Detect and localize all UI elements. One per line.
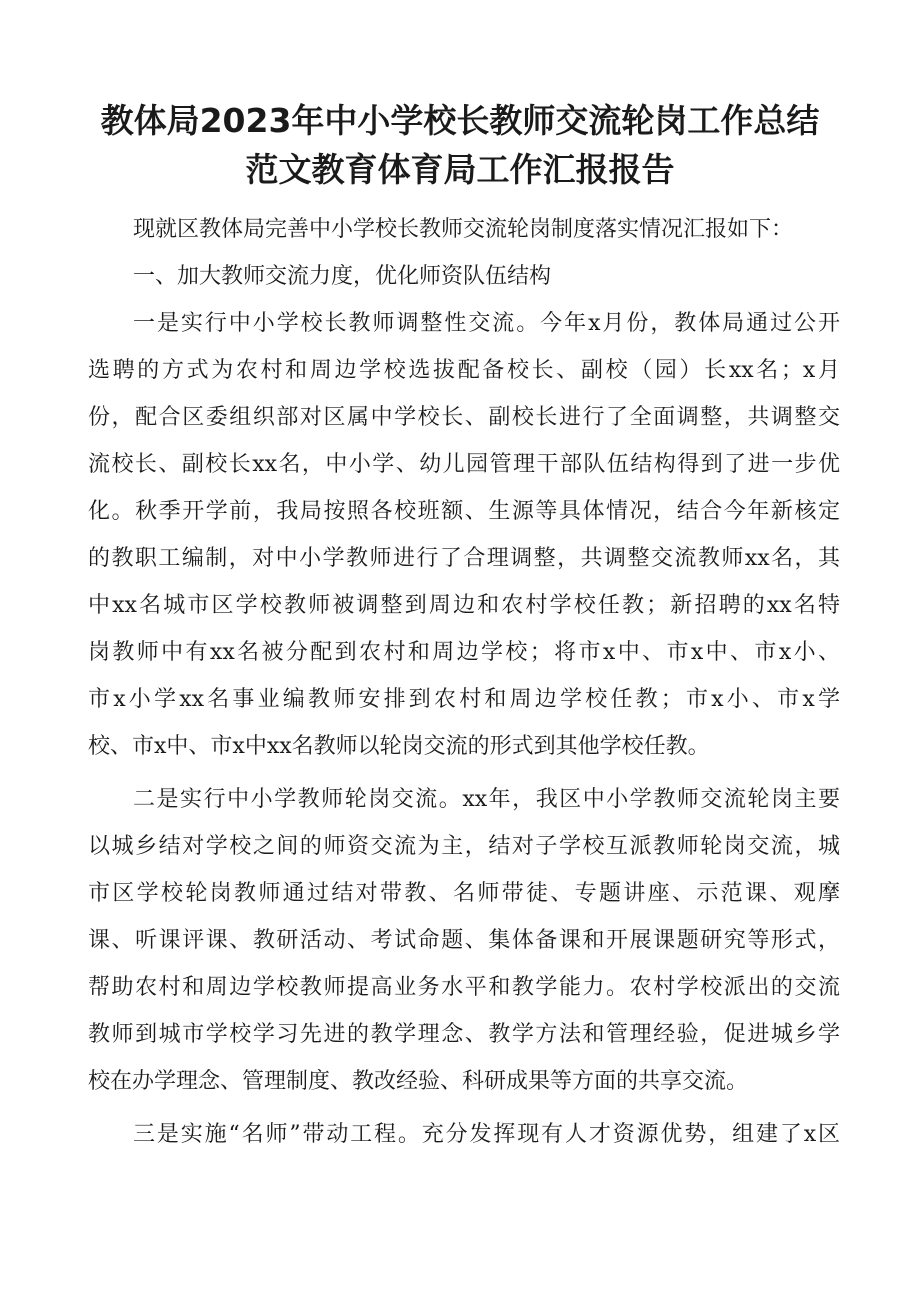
- paragraph-2-line: 帮助农村和周边学校教师提高业务水平和教学能力。农村学校派出的交流: [88, 975, 840, 1000]
- paragraph-2-line: 教师到城市学校学习先进的教学理念、教学方法和管理经验，促进城乡学: [88, 1022, 840, 1047]
- paragraph-2-line: 课、听课评课、教研活动、考试命题、集体备课和开展课题研究等形式，: [88, 928, 840, 953]
- paragraph-2-line: 二是实行中小学教师轮岗交流。xx年，我区中小学教师交流轮岗主要: [133, 787, 840, 812]
- paragraph-1-line: 校、市x中、市x中xx名教师以轮岗交流的形式到其他学校任教。: [88, 734, 710, 759]
- paragraph-3-line: 三是实施“名师”带动工程。充分发挥现有人才资源优势，组建了x区: [133, 1122, 840, 1147]
- paragraph-1-line: 岗教师中有xx名被分配到农村和周边学校；将市x中、市x中、市x小、: [88, 640, 840, 665]
- paragraph-1-line: 流校长、副校长xx名，中小学、幼儿园管理干部队伍结构得到了进一步优: [88, 452, 840, 477]
- paragraph-2-line: 校在办学理念、管理制度、教改经验、科研成果等方面的共享交流。: [88, 1069, 749, 1094]
- paragraph-1-line: 中xx名城市区学校教师被调整到周边和农村学校任教；新招聘的xx名特: [88, 593, 840, 618]
- paragraph-1-line: 化。秋季开学前，我局按照各校班额、生源等具体情况，结合今年新核定: [88, 499, 840, 524]
- paragraph-2-line: 以城乡结对学校之间的师资交流为主，结对子学校互派教师轮岗交流，城: [88, 834, 840, 859]
- document-title-line-1: 教体局2023年中小学校长教师交流轮岗工作总结: [100, 101, 820, 140]
- section-heading: 一、加大教师交流力度，优化师资队伍结构: [133, 264, 552, 289]
- paragraph-1-line: 份，配合区委组织部对区属中学校长、副校长进行了全面调整，共调整交: [88, 405, 840, 430]
- document-title-line-2: 范文教育体育局工作汇报报告: [245, 150, 675, 189]
- paragraph-1-line: 一是实行中小学校长教师调整性交流。今年x月份，教体局通过公开: [133, 311, 840, 336]
- paragraph-2-line: 市区学校轮岗教师通过结对带教、名师带徒、专题讲座、示范课、观摩: [88, 881, 840, 906]
- paragraph-1-line: 的教职工编制，对中小学教师进行了合理调整，共调整交流教师xx名，其: [88, 546, 840, 571]
- paragraph-1-line: 选聘的方式为农村和周边学校选拔配备校长、副校（园）长xx名；x月: [88, 358, 840, 383]
- paragraph-1-line: 市x小学xx名事业编教师安排到农村和周边学校任教；市x小、市x学: [88, 687, 840, 712]
- intro-text: 现就区教体局完善中小学校长教师交流轮岗制度落实情况汇报如下：: [133, 217, 794, 242]
